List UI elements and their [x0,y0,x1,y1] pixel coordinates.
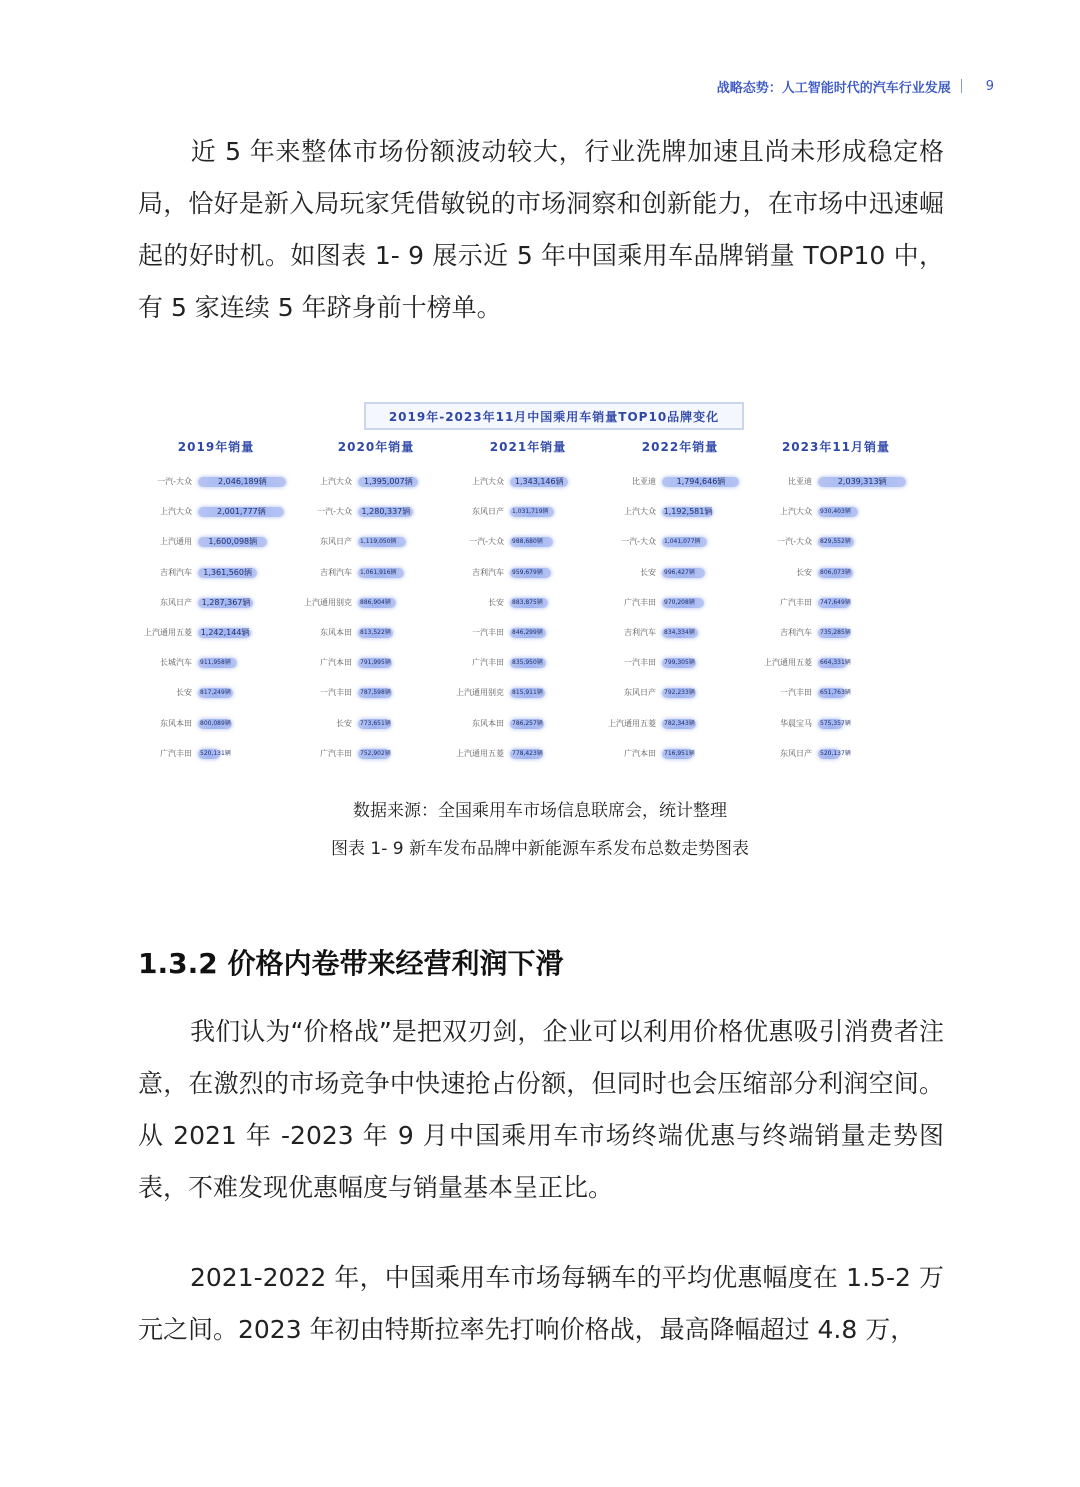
brand-label: 吉利汽车 [472,567,504,577]
ranking-row [448,655,608,671]
brand-label: 东风日产 [472,507,504,517]
sales-value-label: 1,041,077辆 [664,538,701,546]
sales-value-label: 806,073辆 [820,568,851,576]
sales-value-label: 815,911辆 [512,689,543,697]
sales-value-label: 846,299辆 [512,629,543,636]
sales-value-label: 791,995辆 [360,659,391,667]
sales-value-label: 2,046,189辆 [218,477,267,486]
brand-label: 一汽丰田 [472,628,504,637]
sales-value-label: 716,951辆 [664,749,695,757]
brand-label: 吉利汽车 [624,628,656,637]
sales-value-label: 747,649辆 [820,598,851,606]
brand-label: 长安 [640,567,656,577]
sales-value-label: 2,001,777辆 [217,507,266,517]
sales-value-label: 735,285辆 [820,629,851,636]
brand-label: 上汽大众 [160,507,192,517]
sales-value-label: 1,395,007辆 [363,477,413,486]
brand-label: 东风本田 [472,718,504,728]
ranking-row [296,534,456,550]
brand-label: 上汽通用别克 [456,688,504,698]
brand-label: 东风日产 [320,537,352,547]
brand-label: 比亚迪 [632,477,656,486]
brand-label: 广汽本田 [320,658,352,668]
ranking-row [448,504,608,520]
ranking-row [296,504,456,520]
header-divider [961,79,962,93]
ranking-row [296,716,456,732]
chart-panel-2 [296,436,456,758]
ranking-row [600,595,760,611]
brand-label: 一汽-大众 [469,537,504,547]
brand-label: 长安 [336,718,352,728]
ranking-row [296,685,456,701]
brand-label: 一汽-大众 [157,477,192,486]
ranking-row [296,655,456,671]
sales-value-label: 1,794,646辆 [676,477,726,486]
ranking-row [136,685,296,701]
brand-label: 上汽大众 [472,477,504,486]
brand-label: 长安 [488,597,504,607]
sales-value-label: 835,950辆 [512,659,543,667]
brand-label: 长安 [176,688,192,698]
ranking-row [448,565,608,581]
section-heading: 1.3.2 价格内卷带来经营利润下滑 [138,947,564,980]
sales-value-label: 959,679辆 [512,568,543,576]
brand-label: 一汽丰田 [320,688,352,698]
sales-value-label: 799,305辆 [664,659,695,667]
brand-label: 东风本田 [160,718,192,728]
sales-value-label: 664,331辆 [820,659,851,667]
ranking-row [600,565,760,581]
figure-caption: 图表 1- 9 新车发布品牌中新能源车系发布总数走势图表 [331,839,749,859]
paragraph-price-war-text: 我们认为“价格战”是把双刃剑，企业可以利用价格优惠吸引消费者注意，在激烈的市场竞争中快速抢占份额，但同时也会压缩部分利润空间。从 2021 年 -2023 年 9 月中国乘用车市场终端优惠与终端销量走势图表，不难发现优惠幅度与销量基本呈正比。 [138,1017,944,1202]
sales-value-label: 1,242,144辆 [200,628,250,637]
ranking-row [296,595,456,611]
ranking-row [296,474,456,490]
ranking-row [756,716,916,732]
paragraph-discount-range [138,1252,944,1356]
chart-title: 2019年-2023年11月中国乘用车销量TOP10品牌变化 [364,402,744,430]
sales-value-label: 1,287,367辆 [201,597,251,607]
ranking-row [756,685,916,701]
brand-label: 广汽丰田 [320,748,352,758]
ranking-row [756,534,916,550]
ranking-row [136,625,296,641]
sales-value-label: 911,958辆 [200,659,231,667]
sales-value-label: 520,131辆 [200,749,231,757]
ranking-row [136,716,296,732]
brand-label: 上汽通用五菱 [608,718,656,728]
brand-label: 吉利汽车 [780,628,812,637]
ranking-row [296,565,456,581]
chart-panel-3 [448,436,608,758]
ranking-row [448,595,608,611]
data-source-caption: 数据来源：全国乘用车市场信息联席会，统计整理 [353,801,727,821]
brand-label: 上汽通用别克 [304,597,352,607]
brand-label: 东风本田 [320,628,352,637]
sales-value-label: 800,089辆 [200,719,231,727]
brand-label: 广汽丰田 [624,597,656,607]
brand-label: 上汽大众 [624,507,656,517]
ranking-row [448,746,608,762]
ranking-row [600,474,760,490]
sales-value-label: 1,361,560辆 [203,567,252,577]
running-header-title: 战略态势：人工智能时代的汽车行业发展 [716,80,951,96]
brand-label: 上汽通用五菱 [456,748,504,758]
brand-label: 一汽丰田 [780,688,812,698]
sales-value-label: 1,343,146辆 [514,477,564,486]
brand-label: 长安 [796,567,812,577]
sales-value-label: 1,280,337辆 [361,507,411,517]
sales-value-label: 651,763辆 [820,689,851,697]
brand-label: 长城汽车 [160,658,192,668]
brand-label: 东风日产 [160,597,192,607]
ranking-row [136,534,296,550]
sales-value-label: 886,904辆 [360,598,391,606]
ranking-row [448,474,608,490]
chart-panel-1 [136,436,296,758]
sales-value-label: 970,208辆 [664,598,695,606]
sales-value-label: 575,357辆 [820,719,851,727]
sales-value-label: 752,902辆 [360,749,391,757]
brand-label: 广汽丰田 [780,597,812,607]
ranking-row [600,534,760,550]
sales-value-label: 786,257辆 [512,719,543,727]
ranking-row [600,625,760,641]
paragraph-discount-range-text: 2021-2022 年，中国乘用车市场每辆车的平均优惠幅度在 1.5-2 万元之间。2023 年初由特斯拉率先打响价格战，最高降幅超过 4.8 万， [138,1263,944,1344]
sales-value-label: 996,427辆 [664,568,695,576]
sales-value-label: 782,343辆 [664,719,695,727]
brand-label: 一汽-大众 [621,537,656,547]
ranking-row [756,565,916,581]
ranking-row [756,474,916,490]
paragraph-market-share-text: 近 5 年来整体市场份额波动较大，行业洗牌加速且尚未形成稳定格局，恰好是新入局玩家凭借敏锐的市场洞察和创新能力，在市场中迅速崛起的好时机。如图表 1- 9 展示近 5 年中国乘用车品牌销量 TOP10 中，有 5 家连续 5 年跻身前十榜单。 [138,137,944,322]
sales-value-label: 883,875辆 [512,598,543,606]
sales-value-label: 829,552辆 [820,538,851,546]
sales-value-label: 834,334辆 [664,629,695,636]
sales-value-label: 988,680辆 [512,538,543,546]
sales-value-label: 792,233辆 [664,689,695,697]
ranking-row [600,746,760,762]
sales-value-label: 1,600,098辆 [208,537,258,547]
panel-year-label: 2020年销量 [337,440,415,454]
brand-label: 华晨宝马 [780,718,812,728]
sales-value-label: 520,137辆 [820,749,851,757]
ranking-row [600,716,760,732]
brand-label: 上汽通用五菱 [764,658,812,668]
brand-label: 东风日产 [780,748,812,758]
sales-value-label: 817,249辆 [200,689,231,697]
sales-value-label: 1,061,916辆 [360,568,397,576]
ranking-row [756,595,916,611]
chart-panel-4 [600,436,760,758]
sales-value-label: 813,522辆 [360,629,391,636]
ranking-row [448,685,608,701]
sales-value-label: 930,403辆 [820,508,851,516]
paragraph-market-share [138,126,944,334]
page-number: 9 [985,78,994,94]
ranking-row [296,625,456,641]
ranking-row [600,685,760,701]
panel-year-label: 2023年11月销量 [781,440,891,454]
brand-label: 东风日产 [624,688,656,698]
brand-label: 吉利汽车 [320,567,352,577]
brand-label: 广汽丰田 [472,658,504,668]
ranking-row [136,565,296,581]
running-header [717,76,994,96]
ranking-row [136,655,296,671]
ranking-row [136,474,296,490]
panel-year-label: 2022年销量 [641,440,719,454]
ranking-row [448,625,608,641]
ranking-row [296,746,456,762]
brand-label: 广汽本田 [624,748,656,758]
paragraph-price-war [138,1006,944,1214]
brand-label: 一汽丰田 [624,658,656,668]
ranking-row [600,655,760,671]
brand-label: 一汽-大众 [317,507,352,517]
brand-label: 一汽-大众 [777,537,812,547]
sales-value-label: 787,598辆 [360,689,391,697]
sales-value-label: 773,651辆 [360,719,391,727]
brand-label: 比亚迪 [788,477,812,486]
ranking-row [756,504,916,520]
ranking-row [136,504,296,520]
sales-value-label: 1,031,719辆 [512,508,549,516]
brand-label: 上汽大众 [320,477,352,486]
brand-label: 广汽丰田 [160,748,192,758]
brand-label: 上汽大众 [780,507,812,517]
brand-label: 吉利汽车 [160,567,192,577]
ranking-row [136,595,296,611]
sales-value-label: 1,119,050辆 [360,538,397,546]
ranking-row [448,534,608,550]
ranking-row [756,625,916,641]
chart-panel-5 [756,436,916,758]
brand-label: 上汽通用 [160,537,192,547]
ranking-row [600,504,760,520]
sales-value-label: 778,423辆 [512,749,543,757]
ranking-row [448,716,608,732]
ranking-row [136,746,296,762]
panel-year-label: 2021年销量 [489,440,567,454]
sales-value-label: 1,192,581辆 [663,507,713,517]
panel-year-label: 2019年销量 [177,440,255,454]
ranking-row [756,655,916,671]
sales-value-label: 2,039,313辆 [837,477,887,486]
brand-label: 上汽通用五菱 [144,628,192,637]
top10-sales-chart [136,396,944,770]
ranking-row [756,746,916,762]
